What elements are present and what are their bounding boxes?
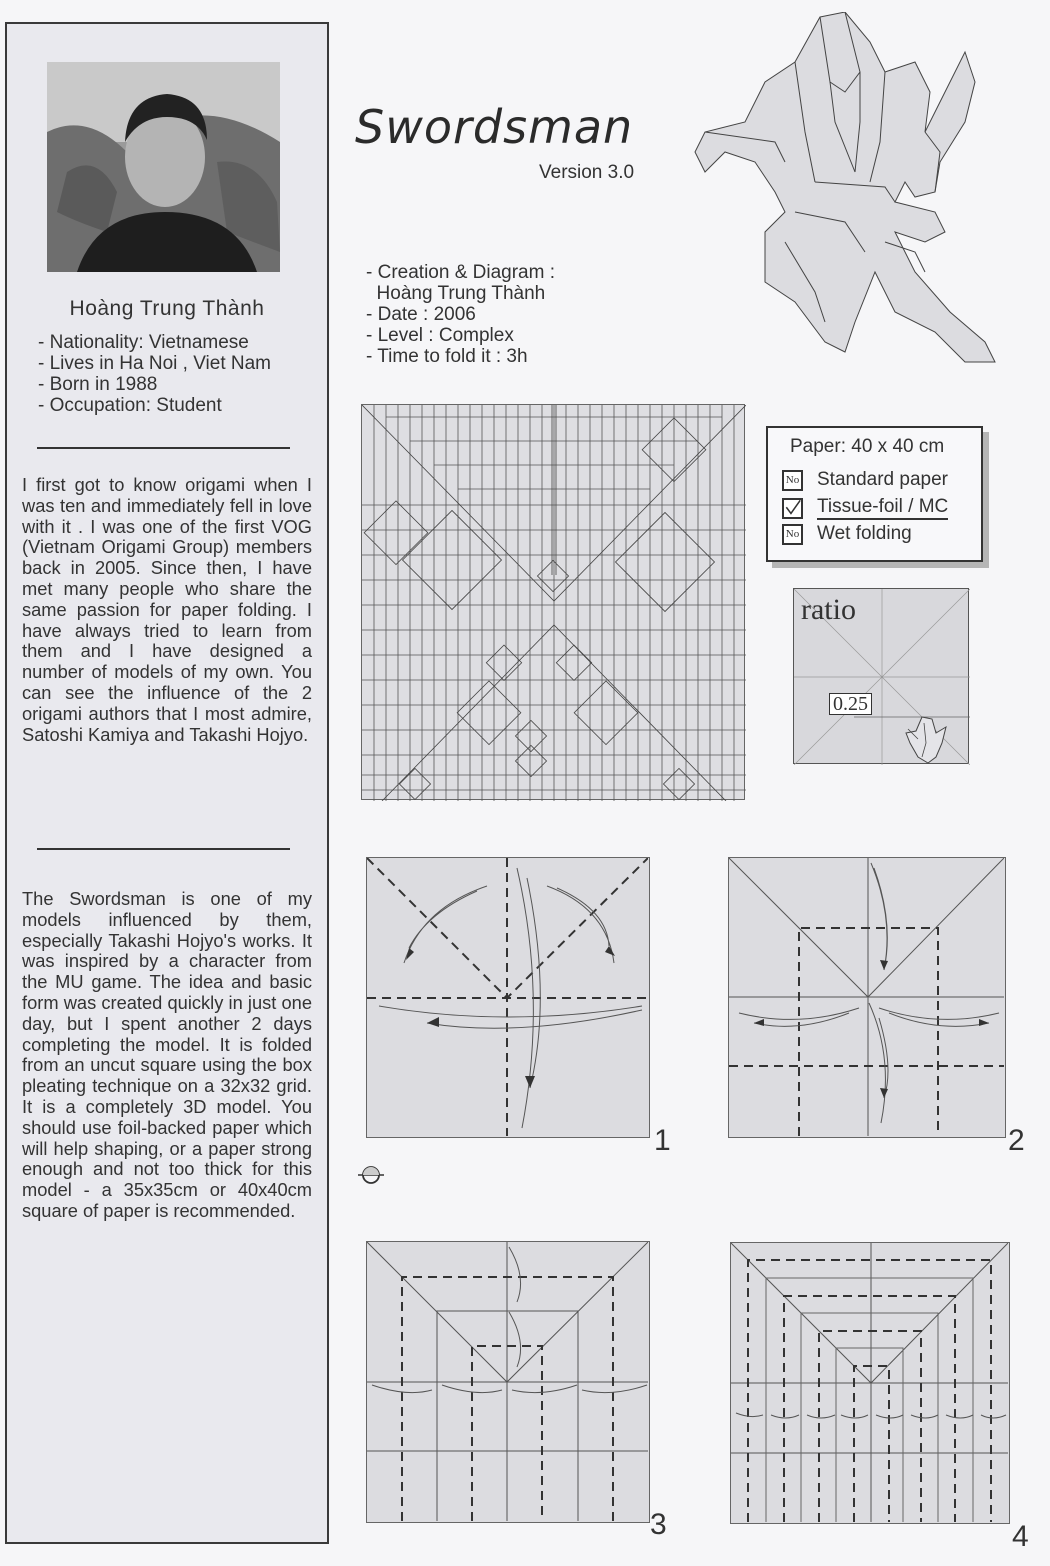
author-photo <box>47 62 280 272</box>
checkmark-icon <box>782 498 803 519</box>
author-facts <box>38 332 271 416</box>
paper-spec-box <box>766 426 983 562</box>
fact-residence: - Lives in Ha Noi , Viet Nam <box>38 353 272 374</box>
meta-level: - Level : Complex <box>366 325 514 346</box>
model-meta <box>366 262 555 367</box>
ratio-box <box>793 588 969 764</box>
model-description: The Swordsman is one of my models influenced by them, especially Takashi Hojyo's works. It was inspired by a character from the MU game. The idea and basic form was created quickly in just one day, but I spent another 2 days completing the model. It is folded from an uncut square using the box pleating technique on a 32x32 grid. It is a completely 3D model. You should use foil-backed paper which will help shaping, or a paper strong enough and not too thick for this model - a 35x35cm or 40x40cm square of paper is recommended. <box>22 888 312 1221</box>
author-bio-panel <box>5 22 329 1544</box>
swordsman-illustration <box>685 12 1025 372</box>
ratio-label: ratio <box>801 593 856 626</box>
step-2-diagram <box>728 857 1006 1138</box>
option-label: Wet folding <box>817 523 912 544</box>
step-number: 2 <box>1008 1124 1025 1157</box>
fact-nationality: - Nationality: Vietnamese <box>38 332 249 353</box>
option-tissue-foil <box>782 496 948 520</box>
meta-creator: Hoàng Trung Thành <box>366 283 546 304</box>
step-number: 4 <box>1012 1520 1029 1553</box>
divider <box>37 447 290 449</box>
meta-time: - Time to fold it : 3h <box>366 346 528 367</box>
crease-pattern <box>361 404 745 800</box>
model-version: Version 3.0 <box>539 162 635 183</box>
turn-over-icon <box>356 1164 386 1186</box>
meta-date: - Date : 2006 <box>366 304 476 325</box>
step-3-diagram <box>366 1241 650 1523</box>
author-name: Hoàng Trung Thành <box>69 297 265 320</box>
model-title: Swordsman <box>355 100 634 154</box>
no-mark-icon: No <box>782 470 803 491</box>
fact-occupation: - Occupation: Student <box>38 395 222 416</box>
ratio-value: 0.25 <box>829 693 872 715</box>
paper-size: Paper: 40 x 40 cm <box>790 436 945 457</box>
grid-lines <box>362 405 746 801</box>
no-mark-icon: No <box>782 524 803 545</box>
option-wet-folding <box>782 523 912 545</box>
swordsman-thumbnail-icon <box>902 713 952 765</box>
step-4-diagram <box>730 1242 1010 1524</box>
meta-creation: - Creation & Diagram : <box>366 262 556 283</box>
option-label: Tissue-foil / MC <box>817 496 948 520</box>
step-number: 3 <box>650 1508 667 1541</box>
option-standard-paper <box>782 469 948 491</box>
option-label: Standard paper <box>817 469 948 490</box>
fact-birth-year: - Born in 1988 <box>38 374 158 395</box>
step-1-diagram <box>366 857 650 1138</box>
bio-paragraph: I first got to know origami when I was ten and immediately fell in love with it . I was one of the first VOG (Vietnam Origami Group) members back in 2005. Since then, I have met many people who share the same passion for paper folding. I have always tried to learn from them and I have designed a number of models of my own. You can see the influence of the 2 origami authors that I most admire, Satoshi Kamiya and Takashi Hojyo. <box>22 474 312 745</box>
step-number: 1 <box>654 1124 671 1157</box>
divider <box>37 848 290 850</box>
